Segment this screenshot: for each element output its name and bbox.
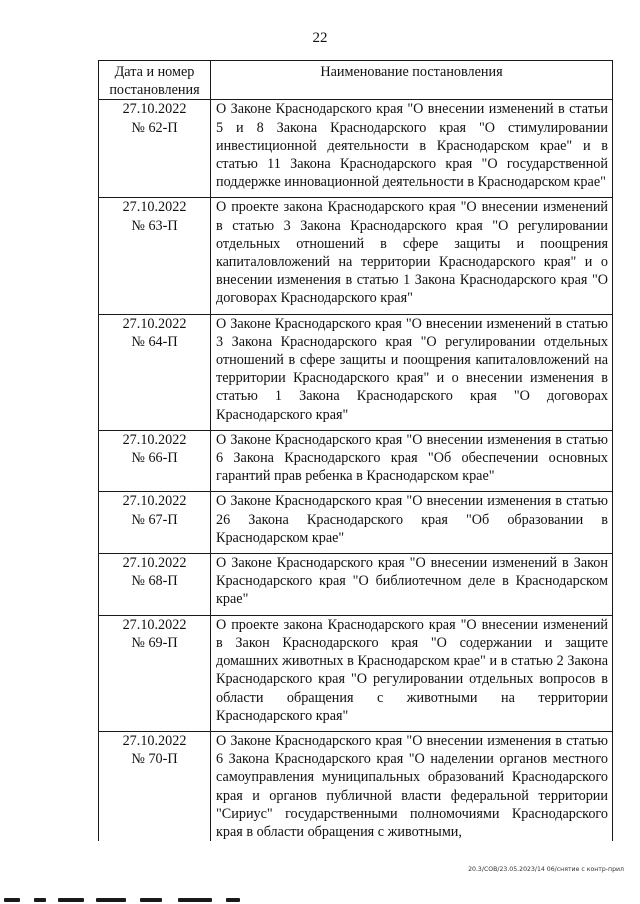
resolution-number: № 66-П <box>131 450 178 467</box>
date-cell <box>99 615 211 731</box>
date-cell <box>99 314 211 430</box>
column-header-date: Дата и номер постановления <box>99 61 211 100</box>
table-row <box>99 430 613 492</box>
date-cell <box>99 492 211 554</box>
page-number: 22 <box>312 30 328 46</box>
table-header-row <box>99 61 613 100</box>
resolution-number: № 63-П <box>131 217 178 234</box>
resolution-date: 27.10.2022 <box>122 199 187 216</box>
footer-stamp: 20.3/СОВ/23.05.2023/14 06/снятие с контр-прил <box>468 866 624 873</box>
resolution-title: О Законе Краснодарского края "О внесении изменений в статьи 5 и 8 Закона Краснодарского края "О стимулировании инвестиционной деятельности в Краснодарском крае" и в статью 11 Закона Краснодарского края "О государственной поддержке инновационной деятельности в Краснодарском крае" <box>211 100 613 198</box>
resolution-title: О проекте закона Краснодарского края "О внесении изменений в Закон Краснодарского края "О содержании и защите домашних животных в Краснодарском крае" и в статью 2 Закона Краснодарского края "О регулировании отдельных вопросов в области обращения с животными на территории Краснодарского края" <box>211 615 613 731</box>
resolution-number: № 69-П <box>131 634 178 651</box>
resolution-date: 27.10.2022 <box>122 101 187 118</box>
table-body <box>99 100 613 841</box>
resolution-date: 27.10.2022 <box>122 315 187 332</box>
resolution-date: 27.10.2022 <box>122 493 187 510</box>
resolution-number: № 62-П <box>131 119 178 136</box>
resolution-title: О Законе Краснодарского края "О внесении изменений в статью 3 Закона Краснодарского края "О регулировании отдельных отношений в сфере защиты и поощрения капиталовложений на территории Краснодарского края" и о внесении изменения в статью 1 Закона Краснодарского края "О договорах Краснодарского края" <box>211 314 613 430</box>
resolution-title: О проекте закона Краснодарского края "О внесении изменений в статью 3 Закона Краснодарского края "О регулировании отдельных отношений в сфере защиты и поощрения капиталовложений на территории Краснодарского края" и о внесении изменения в статью 1 Закона Краснодарского края "О договорах Краснодарского края" <box>211 198 613 314</box>
date-cell <box>99 430 211 492</box>
resolution-number: № 70-П <box>131 751 178 768</box>
date-cell <box>99 554 211 616</box>
resolution-date: 27.10.2022 <box>122 555 187 572</box>
resolution-title: О Законе Краснодарского края "О внесении изменения в статью 6 Закона Краснодарского края "Об обеспечении основных гарантий прав ребенка в Краснодарском крае" <box>211 430 613 492</box>
date-cell <box>99 731 211 841</box>
scan-edge-marks <box>0 898 640 904</box>
resolution-title: О Законе Краснодарского края "О внесении изменения в статью 6 Закона Краснодарского края "О наделении органов местного самоуправления муниципальных образований Краснодарского края и органов публичной власти федеральной территории "Сириус" государственными полномочиями Краснодарского края в области обращения с животными, <box>211 731 613 841</box>
resolution-number: № 64-П <box>131 333 178 350</box>
table-row <box>99 731 613 841</box>
table-row <box>99 198 613 314</box>
table-row <box>99 615 613 731</box>
date-cell <box>99 100 211 198</box>
column-header-title: Наименование постановления <box>211 61 613 100</box>
table-row <box>99 492 613 554</box>
table-row <box>99 314 613 430</box>
resolution-number: № 67-П <box>131 511 178 528</box>
table-row <box>99 100 613 198</box>
date-cell <box>99 198 211 314</box>
resolutions-table <box>98 60 613 841</box>
resolution-date: 27.10.2022 <box>122 431 187 448</box>
resolution-title: О Законе Краснодарского края "О внесении изменения в статью 26 Закона Краснодарского края "Об образовании в Краснодарском крае" <box>211 492 613 554</box>
resolution-title: О Законе Краснодарского края "О внесении изменений в Закон Краснодарского края "О библиотечном деле в Краснодарском крае" <box>211 554 613 616</box>
table-row <box>99 554 613 616</box>
resolution-date: 27.10.2022 <box>122 732 187 749</box>
resolution-date: 27.10.2022 <box>122 616 187 633</box>
resolution-number: № 68-П <box>131 573 178 590</box>
